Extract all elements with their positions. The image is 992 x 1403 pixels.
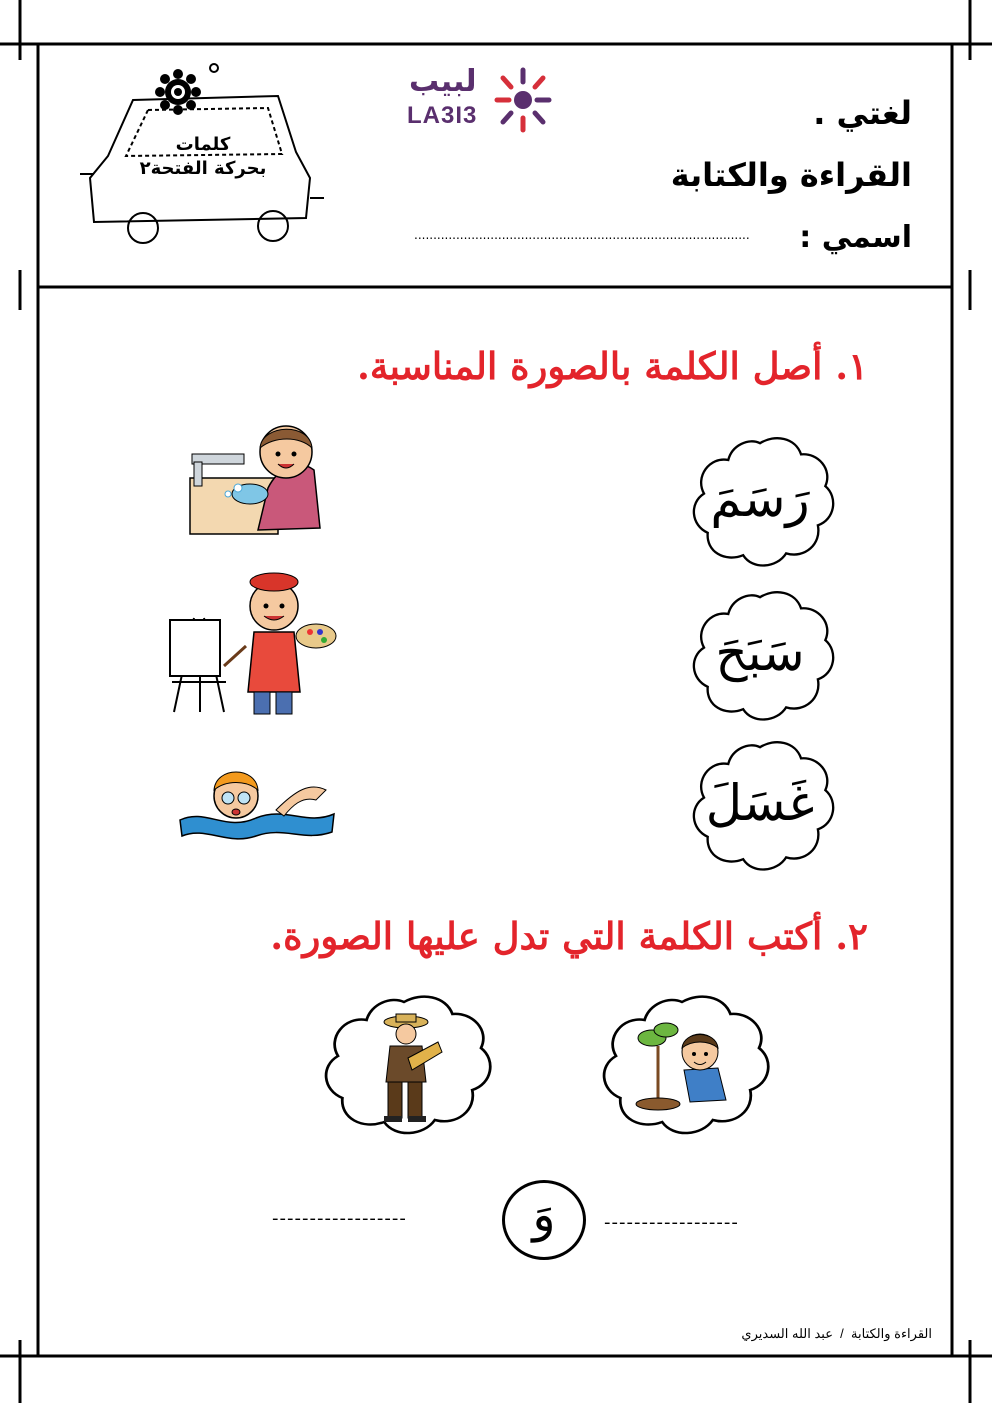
- word-3: غَسَلَ: [705, 774, 815, 832]
- car-badge: [78, 60, 328, 250]
- q1-text: أصل الكلمة بالصورة المناسبة.: [356, 344, 823, 388]
- word-cloud-3[interactable]: [680, 736, 840, 876]
- child-washing-hands-icon[interactable]: [188, 418, 323, 536]
- name-field[interactable]: ........................................................................................: [414, 228, 750, 242]
- logo-latin-text: LA3I3: [407, 102, 478, 129]
- connector-circle: [502, 1180, 586, 1260]
- word-cloud-2[interactable]: [680, 586, 840, 726]
- name-label: اسمي :: [799, 220, 912, 255]
- footer-credit: القراءة والكتابة / عبد الله السديري: [741, 1326, 932, 1341]
- course-title: القراءة والكتابة: [670, 156, 912, 194]
- logo-burst-icon: [493, 66, 553, 134]
- q2-title: [270, 914, 868, 958]
- picture-cloud-planting[interactable]: [594, 990, 770, 1140]
- child-painting-icon[interactable]: [164, 562, 339, 722]
- labib-logo: [405, 64, 555, 136]
- q1-number: ١.: [835, 344, 868, 388]
- logo-arabic-text: لبيب: [409, 64, 477, 99]
- q1-title: [357, 344, 868, 388]
- badge-line1: كلمات: [175, 134, 231, 155]
- subject-title: لغتي .: [813, 94, 912, 132]
- child-swimming-icon[interactable]: [176, 760, 338, 846]
- answer-blank-right[interactable]: ------------------: [604, 1212, 739, 1233]
- q2-number: ٢.: [835, 914, 868, 958]
- q2-text: أكتب الكلمة التي تدل عليها الصورة.: [270, 914, 823, 958]
- car-drawing-icon: [78, 60, 328, 250]
- answer-blank-left[interactable]: ------------------: [272, 1208, 407, 1229]
- flower-icon: [155, 64, 218, 115]
- word-1: رَسَمَ: [710, 470, 810, 528]
- badge-line2: بحركة الفتحة٢: [139, 158, 267, 179]
- child-planting-tree-icon: [634, 1016, 734, 1112]
- word-cloud-1[interactable]: [680, 432, 840, 572]
- word-2: سَبَحَ: [715, 624, 805, 682]
- picture-cloud-farmer[interactable]: [316, 990, 492, 1140]
- connector-letter: وَ: [532, 1187, 556, 1243]
- farmer-harvesting-icon: [372, 1012, 444, 1124]
